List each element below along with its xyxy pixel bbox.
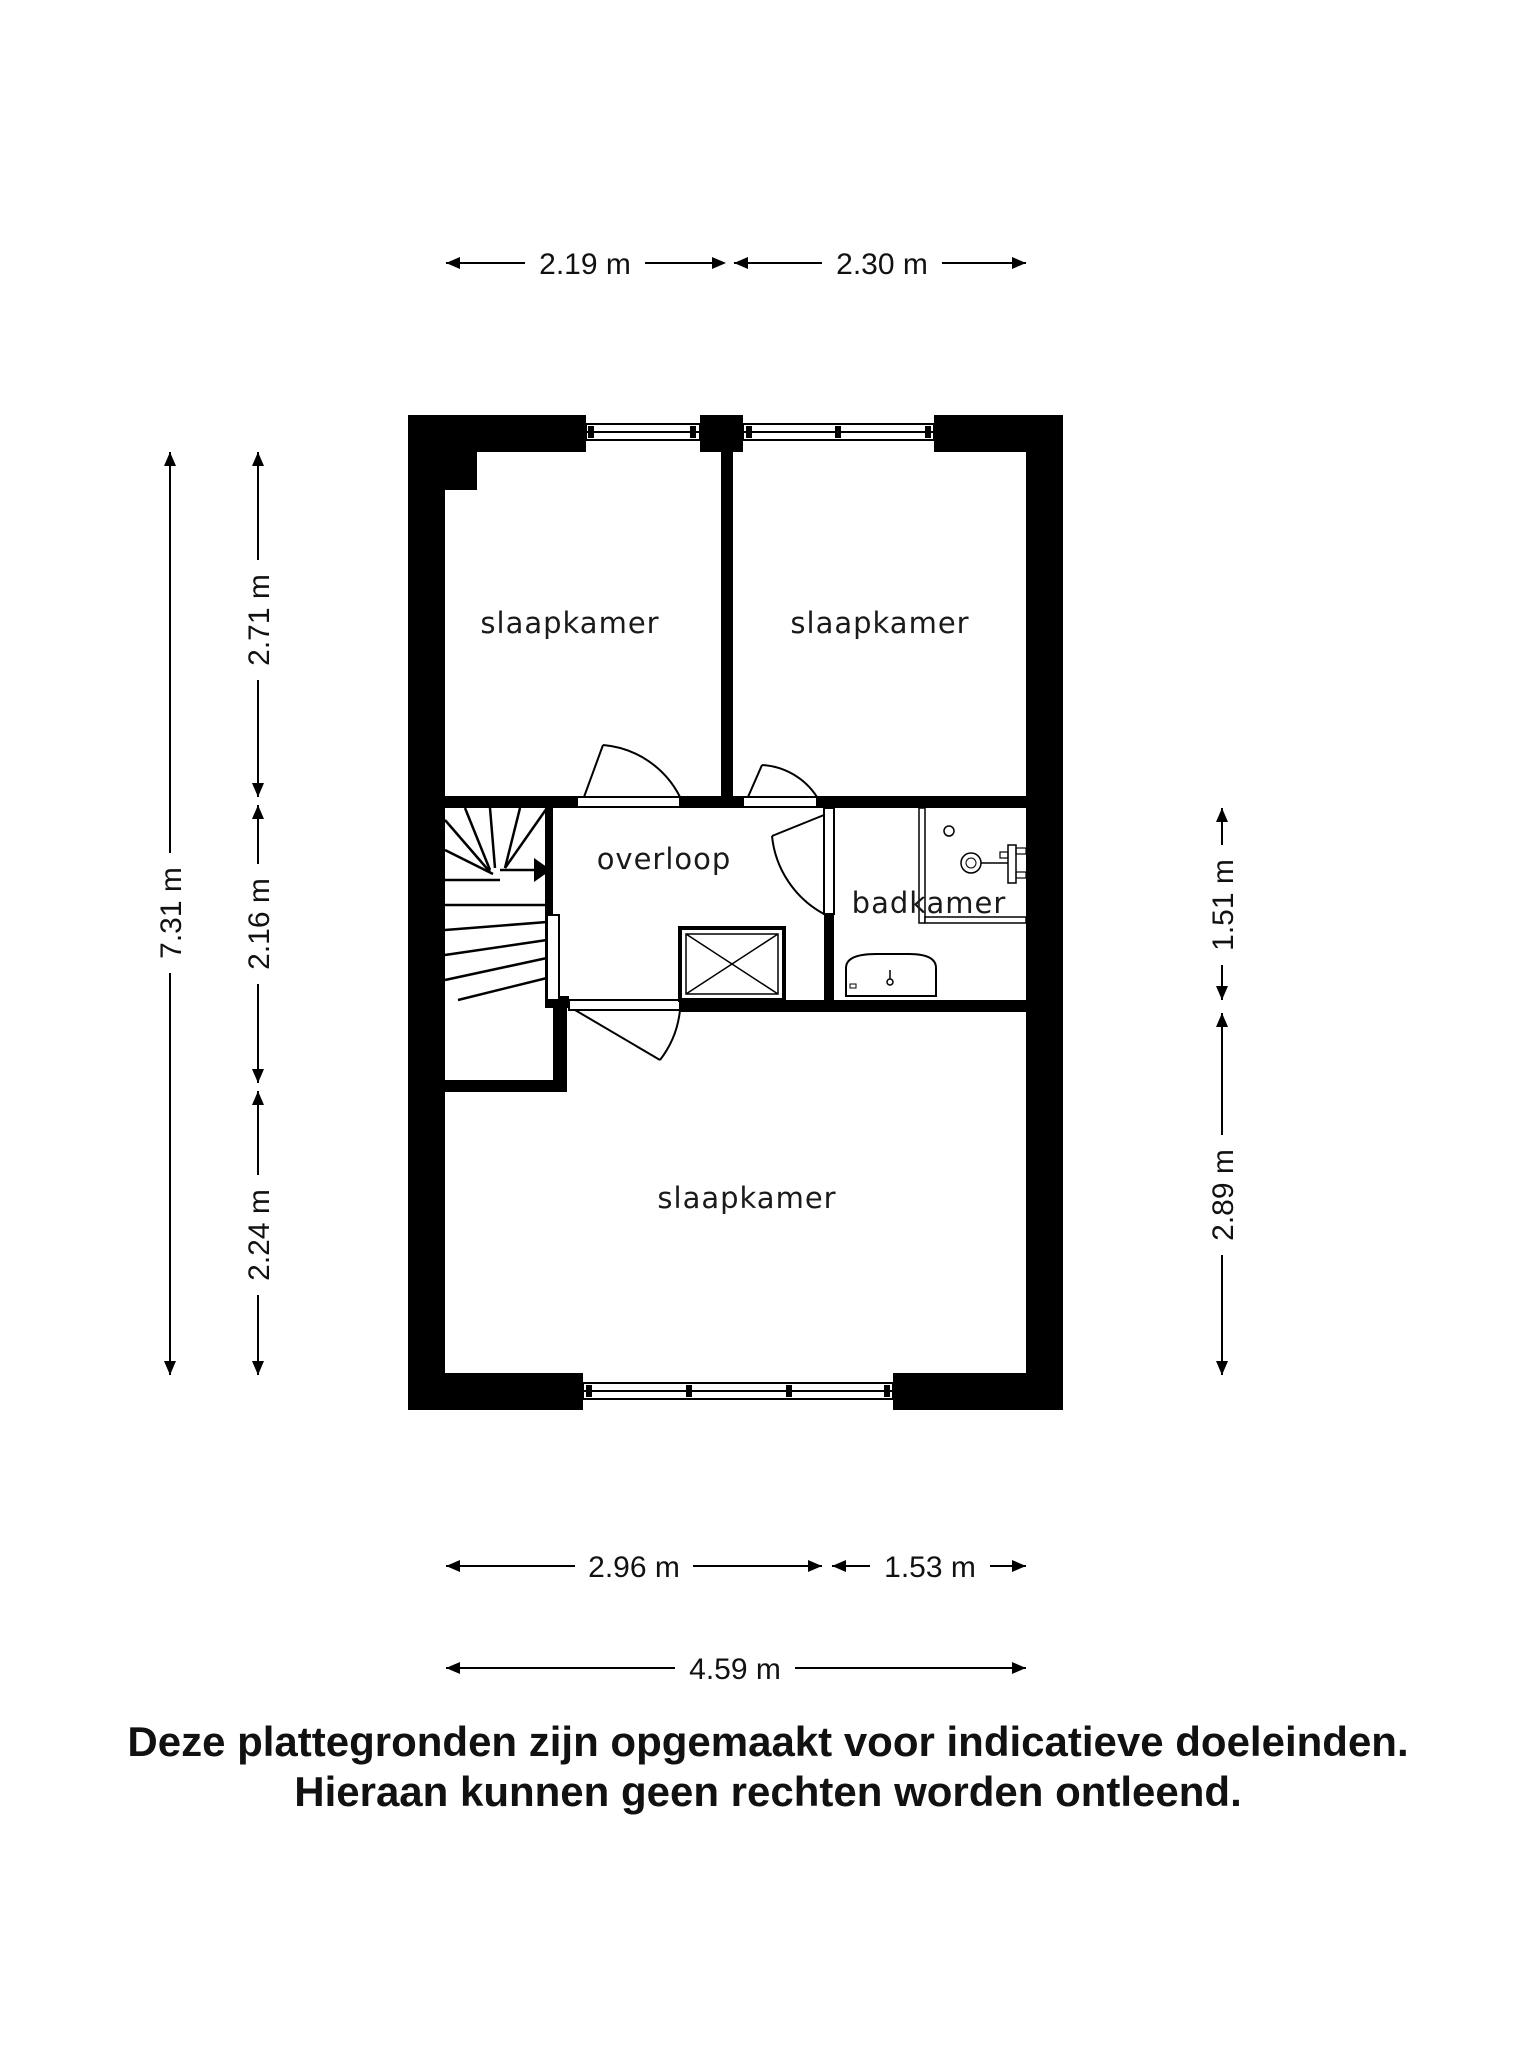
dim-label-top-right: 2.30 m [836, 248, 928, 281]
window-top-left [586, 424, 700, 440]
dim-label-top-left: 2.19 m [539, 248, 631, 281]
wall-left [408, 415, 445, 1410]
disclaimer-line-2: Hieraan kunnen geen rechten worden ontleend. [294, 1768, 1242, 1815]
dim-bottom-left [446, 1551, 822, 1584]
dim-label-left-bottom: 2.24 m [243, 1189, 276, 1281]
dim-label-left-middle: 2.16 m [243, 878, 276, 970]
wall-bottom-left [408, 1373, 583, 1410]
wall-between-bedrooms [721, 452, 733, 804]
room-label-bedroom-top-right: slaapkamer [790, 606, 970, 640]
dim-total-width [446, 1653, 1026, 1686]
door-bedroom-bottom [569, 1000, 680, 1060]
interior-walls [445, 452, 1026, 1092]
window-top-right [743, 424, 934, 440]
dim-top-left [446, 248, 726, 281]
doors [569, 745, 834, 1060]
staircase [445, 808, 559, 1000]
dim-label-left-top: 2.71 m [243, 574, 276, 666]
dim-total-depth [155, 452, 188, 1375]
window-bottom [583, 1383, 893, 1399]
door-bedroom-top-right [743, 765, 817, 807]
dim-bottom-right [832, 1551, 1026, 1584]
wall-top-middle [700, 415, 743, 452]
dim-top-right [734, 248, 1026, 281]
wall-top-right [934, 415, 1063, 452]
dim-label-right-top: 1.51 m [1207, 859, 1240, 951]
wall-bottom-right [893, 1373, 1063, 1410]
dim-label-bottom-right: 1.53 m [884, 1551, 976, 1584]
dim-label-right-bottom: 2.89 m [1207, 1149, 1240, 1241]
room-label-bathroom: badkamer [851, 886, 1007, 920]
dim-label-total-width: 4.59 m [689, 1653, 781, 1686]
sink-icon [846, 954, 936, 996]
dim-right-bottom [1207, 1013, 1240, 1375]
room-label-bedroom-top-left: slaapkamer [480, 606, 660, 640]
wall-notch [445, 452, 477, 490]
room-label-landing: overloop [596, 842, 732, 876]
door-bathroom [772, 808, 834, 914]
wall-right [1026, 415, 1063, 1410]
dim-left-bottom [243, 1091, 276, 1375]
room-label-bedroom-bottom: slaapkamer [657, 1181, 837, 1215]
dim-left-top [243, 452, 276, 797]
disclaimer-line-1: Deze plattegronden zijn opgemaakt voor indicatieve doeleinden. [127, 1718, 1409, 1765]
dim-label-bottom-left: 2.96 m [588, 1551, 680, 1584]
dim-right-top [1207, 808, 1240, 1000]
dim-label-total-depth: 7.31 m [155, 867, 188, 959]
dim-left-middle [243, 805, 276, 1083]
wall-top-left [408, 415, 586, 452]
loft-hatch [680, 928, 784, 1000]
stair-railing [547, 915, 559, 1000]
door-bedroom-top-left [577, 745, 680, 807]
wall-stair-bottom [445, 1080, 567, 1092]
